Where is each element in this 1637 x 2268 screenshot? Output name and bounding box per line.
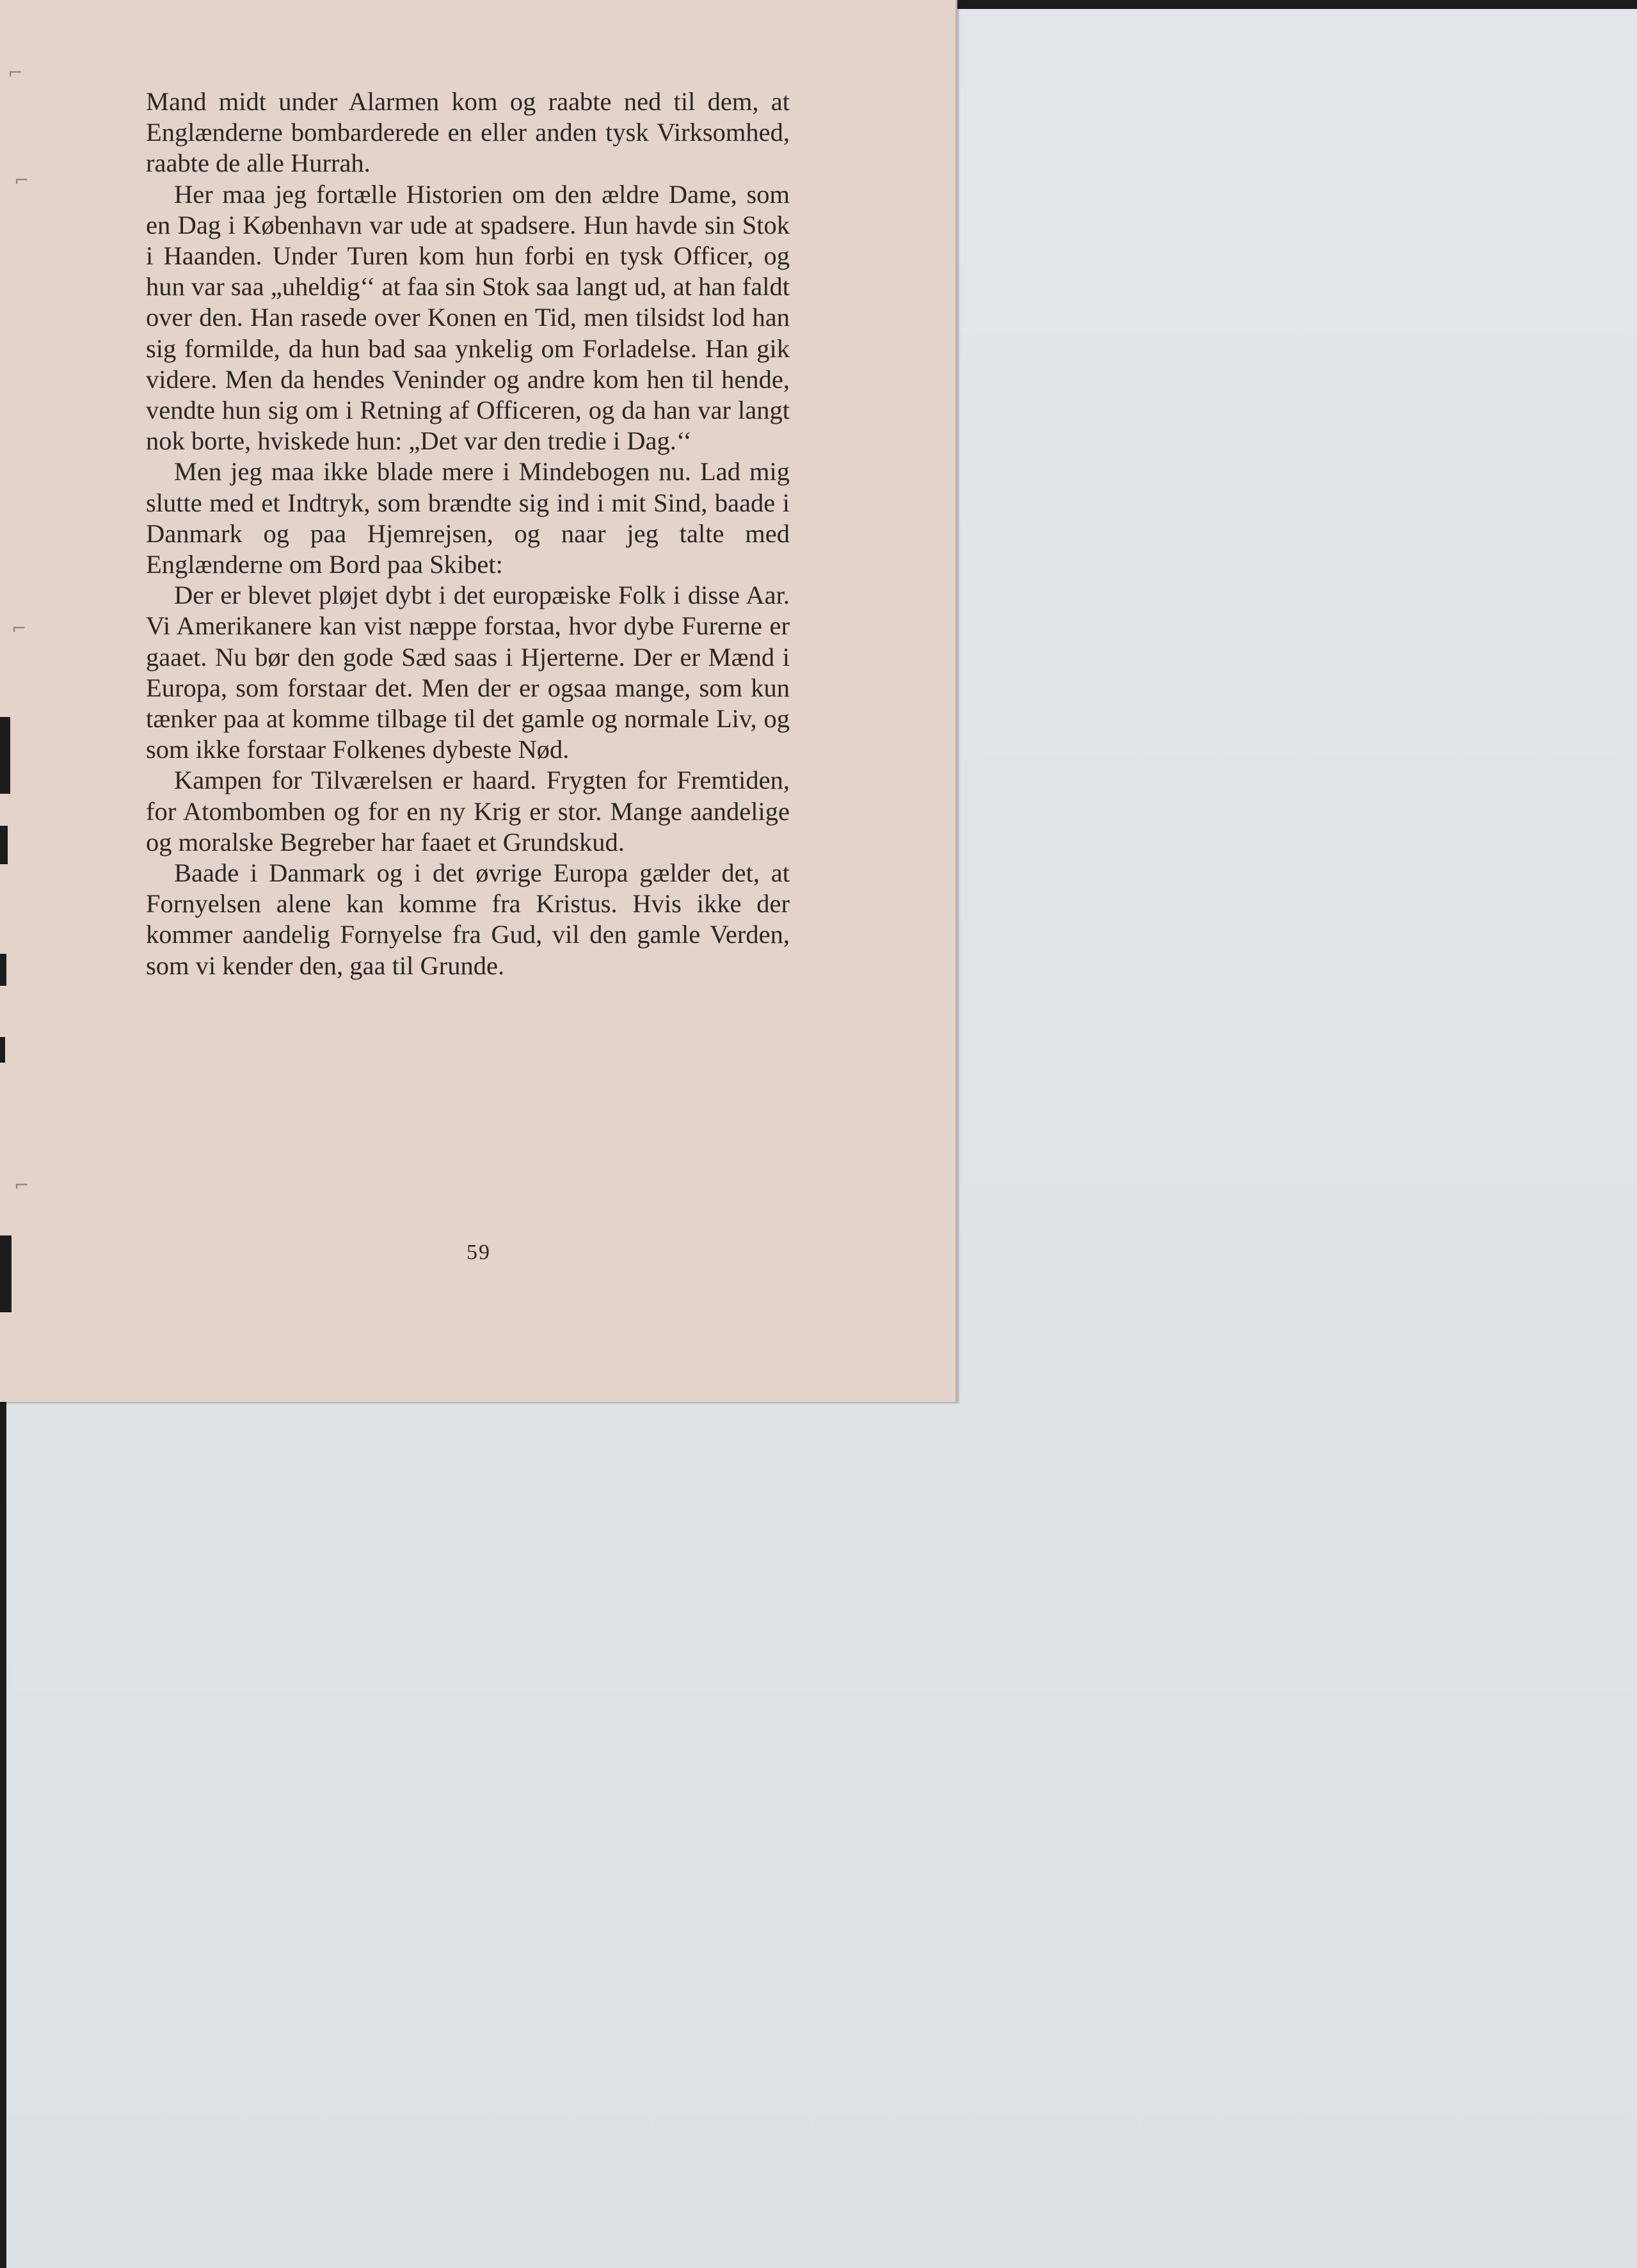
scan-top-border — [957, 0, 1637, 9]
page-edge — [955, 0, 957, 1402]
paragraph: Men jeg maa ikke blade mere i Mindebogen nu. Lad mig slutte med et Indtryk, som brændte sig ind i mit Sind, baade i Danmark og paa Hjemrejsen, og naar jeg talte med Englænderne om Bord paa Skibet: — [146, 457, 790, 579]
torn-edge-mark — [0, 954, 6, 986]
paragraph: Der er blevet pløjet dybt i det europæiske Folk i disse Aar. Vi Amerikanere kan vist næppe forstaa, hvor dybe Furerne er gaaet. Nu bør den gode Sæd saas i Hjerterne. Der er Mænd i Europa, som forstaar det. Men der er ogsaa mange, som kun tænker paa at komme tilbage til det gamle og normale Liv, og som ikke forstaar Folkenes dybeste Nød. — [146, 581, 790, 764]
paragraph: Kampen for Tilværelsen er haard. Frygten for Fremtiden, for Atombomben og for en ny Krig er stor. Mange aandelige og moralske Begreber har faaet et Grundskud. — [146, 766, 790, 857]
paper-speck-icon: ⌐ — [8, 62, 23, 83]
book-page — [0, 0, 957, 1402]
page-text — [146, 86, 790, 981]
torn-edge-mark — [0, 1037, 5, 1063]
page-number: 59 — [467, 1241, 491, 1264]
paragraph: Her maa jeg fortælle Historien om den ældre Dame, som en Dag i København var ude at spadsere. Hun havde sin Stok i Haanden. Under Turen kom hun forbi en tysk Officer, og hun var saa „uheldig‘‘ at faa sin Stok saa langt ud, at han faldt over den. Han rasede over Konen en Tid, men tilsidst lod han sig formilde, da hun bad saa ynkelig om Forladelse. Han gik videre. Men da hendes Veninder og andre kom hen til hende, vendte hun sig om i Retning af Officeren, og da han var langt nok borte, hviskede hun: „Det var den tredie i Dag.‘‘ — [146, 179, 790, 456]
paragraph: Mand midt under Alarmen kom og raabte ned til dem, at Englænderne bombarderede en eller anden tysk Virksomhed, raabte de alle Hurrah. — [146, 87, 790, 178]
paper-speck-icon: ⌐ — [14, 170, 29, 191]
paper-speck-icon: ⌐ — [14, 1175, 29, 1196]
torn-edge-mark — [0, 826, 8, 864]
paragraph: Baade i Danmark og i det øvrige Europa gælder det, at Fornyelsen alene kan komme fra Kristus. Hvis ikke der kommer aandelig Fornyelse fra Gud, vil den gamle Verden, som vi kender den, gaa til Grunde. — [146, 858, 790, 980]
scan-left-border — [0, 1401, 6, 2268]
paper-speck-icon: ⌐ — [12, 618, 27, 639]
torn-edge-mark — [0, 717, 10, 794]
